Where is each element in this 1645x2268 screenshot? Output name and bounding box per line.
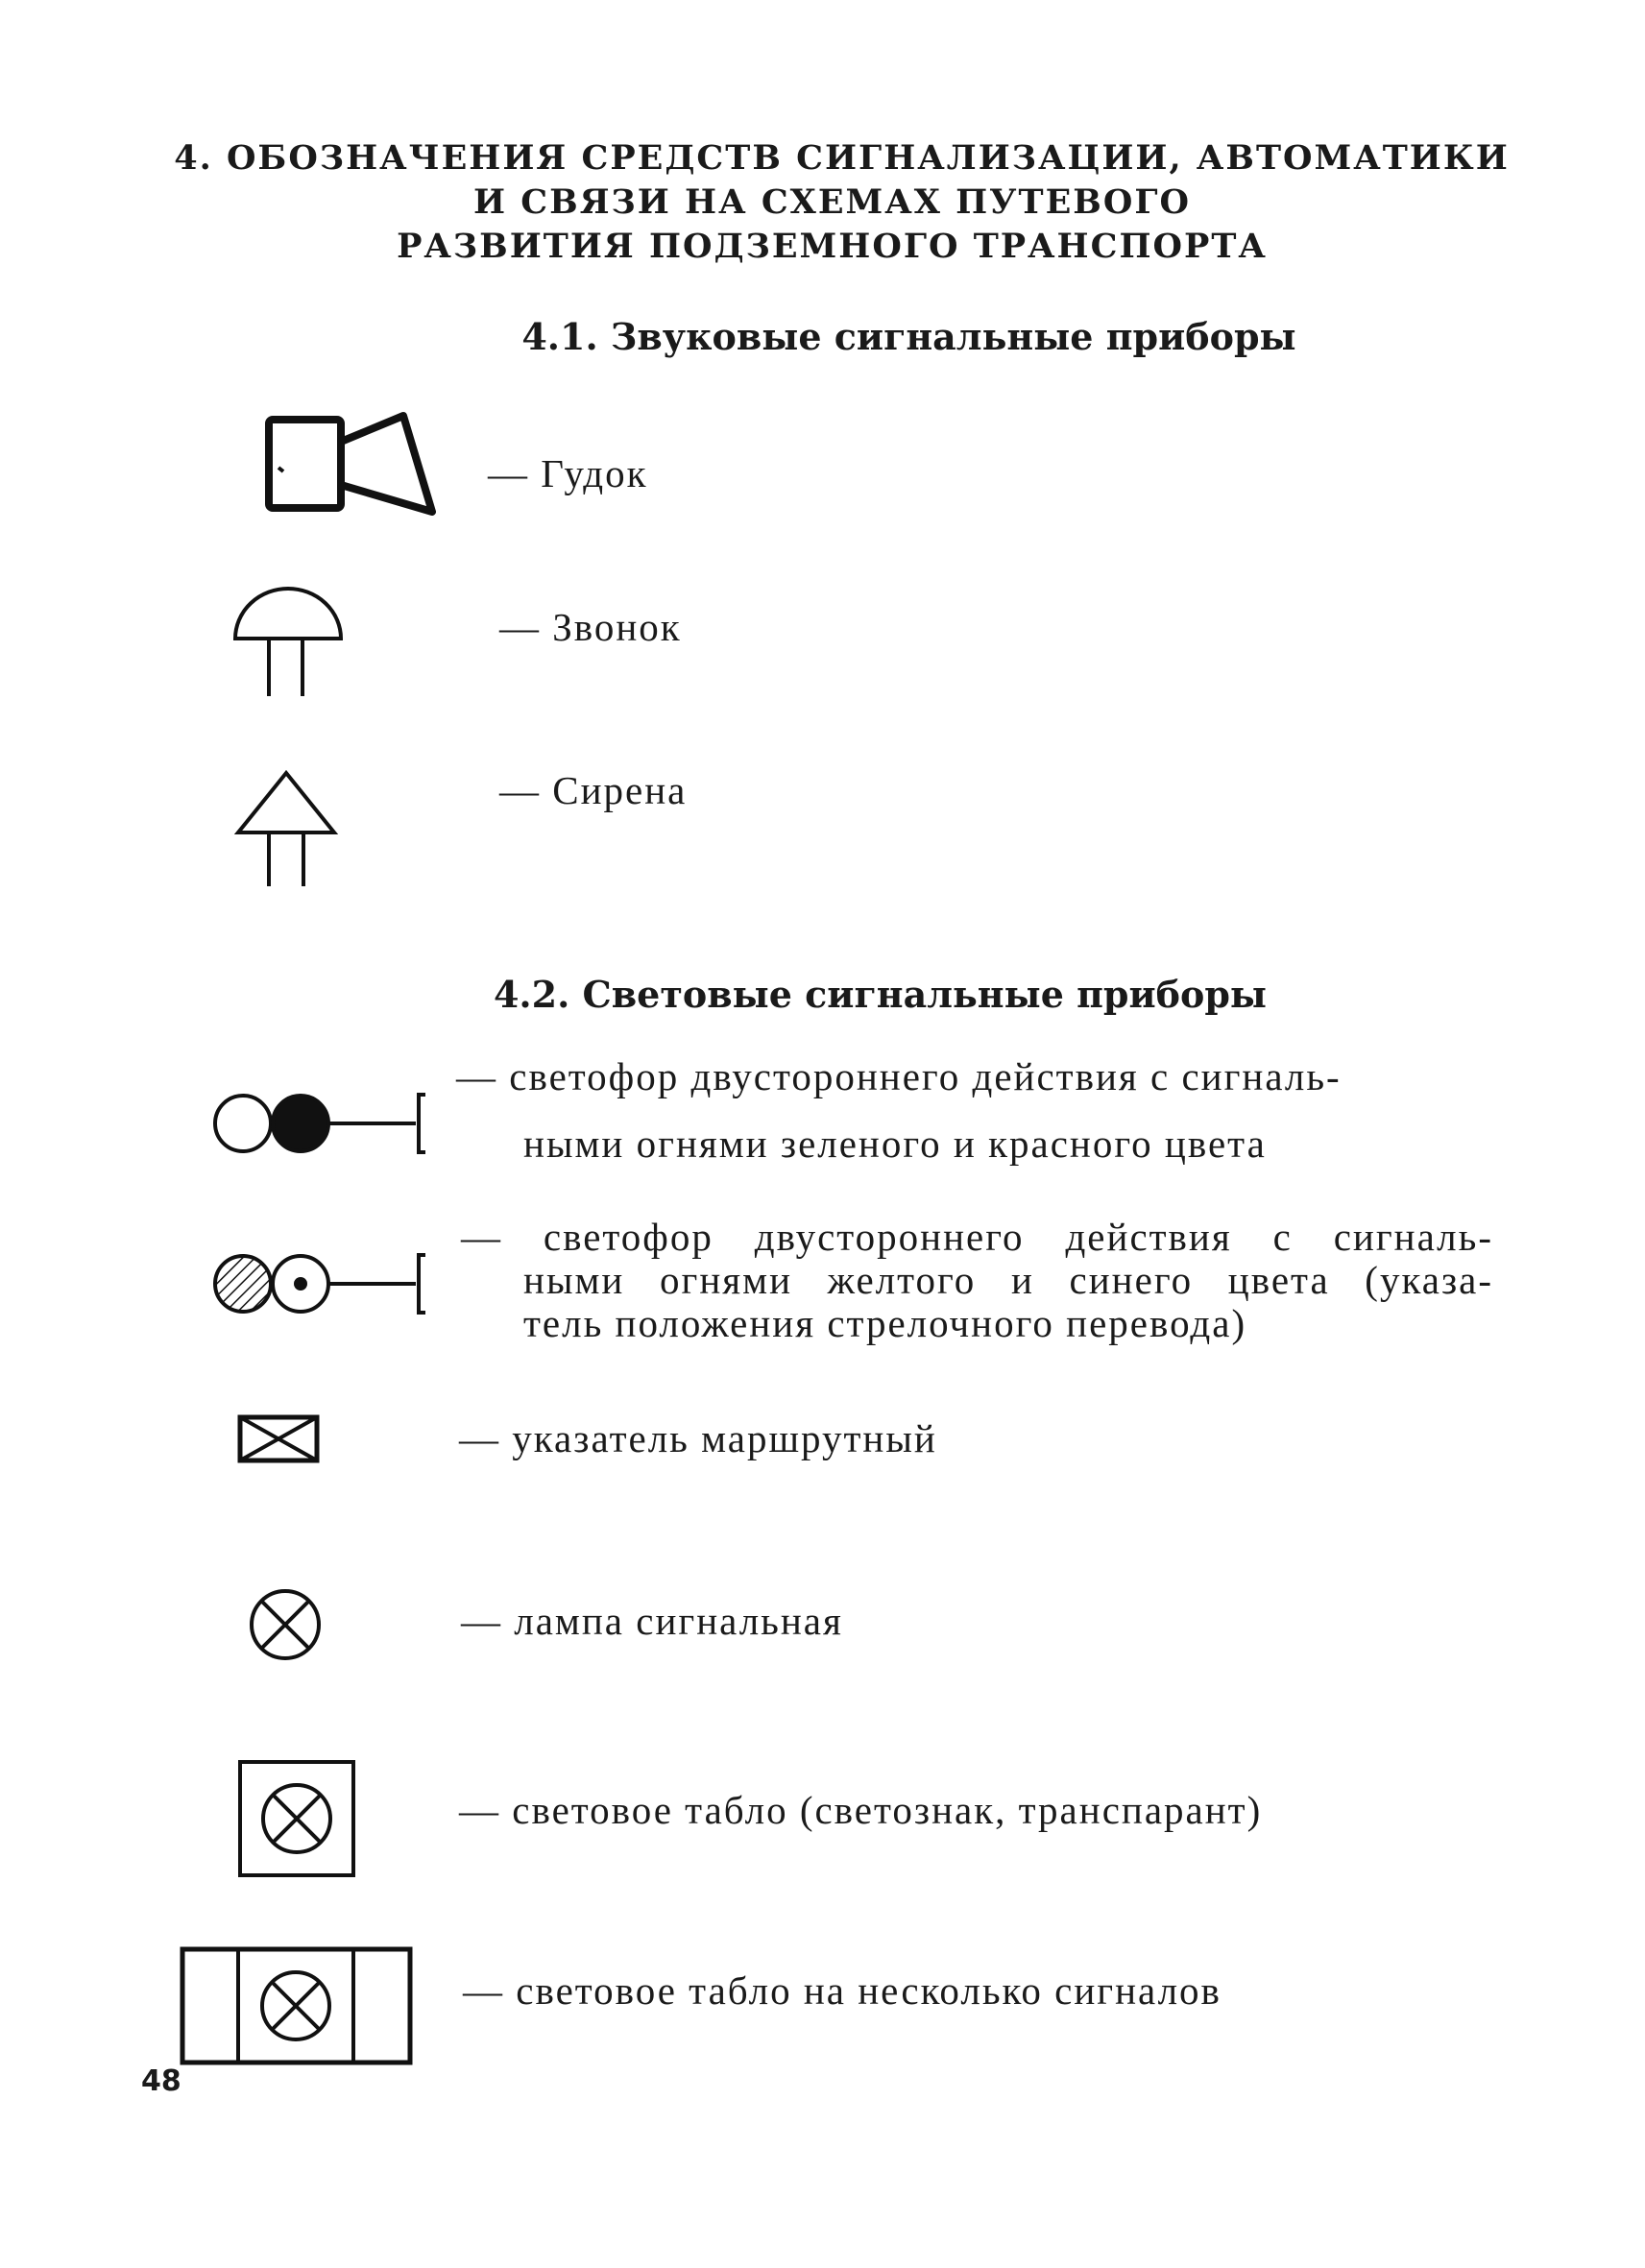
traffic-light-yellow-blue-label-line-2: ными огнями желтого и синего цвета (указа-	[523, 1258, 1493, 1302]
siren-label: — Сирена	[499, 768, 688, 812]
section-heading-line-1: 4. ОБОЗНАЧЕНИЯ СРЕДСТВ СИГНАЛИЗАЦИИ, АВТОМАТИКИ	[174, 138, 1510, 178]
light-panel-label: — световое табло (светознак, транспарант)	[459, 1788, 1263, 1832]
subsection-title-light-devices: 4.2. Световые сигнальные приборы	[493, 973, 1268, 1016]
bell-symbol-icon	[226, 581, 351, 701]
subsection-title-sound-devices: 4.1. Звуковые сигнальные приборы	[521, 315, 1296, 358]
signal-lamp-icon	[245, 1584, 327, 1666]
route-indicator-label: — указатель маршрутный	[459, 1416, 937, 1460]
multi-signal-light-panel-icon	[178, 1940, 418, 2069]
bell-label: — Звонок	[499, 605, 682, 649]
traffic-light-yellow-blue-label-line-3: тель положения стрелочного перевода)	[523, 1301, 1247, 1345]
traffic-light-green-red-label-line-2: ными огнями зеленого и красного цвета	[523, 1122, 1267, 1166]
traffic-light-yellow-blue-label-line-1: — светофор двустороннего действия с сигналь-	[461, 1215, 1493, 1259]
section-heading-line-2: И СВЯЗИ НА СХЕМАХ ПУТЕВОГО	[473, 182, 1191, 222]
two-way-traffic-light-yellow-blue-icon	[205, 1234, 449, 1330]
traffic-light-green-red-label-line-1: — светофор двустороннего действия с сигналь-	[456, 1054, 1342, 1098]
siren-symbol-icon	[230, 763, 346, 888]
page-number: 48	[141, 2064, 181, 2098]
horn-symbol-icon	[259, 408, 451, 523]
section-heading-line-3: РАЗВИТИЯ ПОДЗЕМНОГО ТРАНСПОРТА	[397, 227, 1268, 266]
light-panel-icon	[235, 1757, 360, 1882]
multi-signal-light-panel-label: — световое табло на несколько сигналов	[463, 1968, 1222, 2013]
horn-label: — Гудок	[488, 451, 648, 495]
signal-lamp-label: — лампа сигнальная	[461, 1599, 843, 1643]
route-indicator-icon	[235, 1411, 327, 1469]
two-way-traffic-light-green-red-icon	[209, 1075, 449, 1171]
